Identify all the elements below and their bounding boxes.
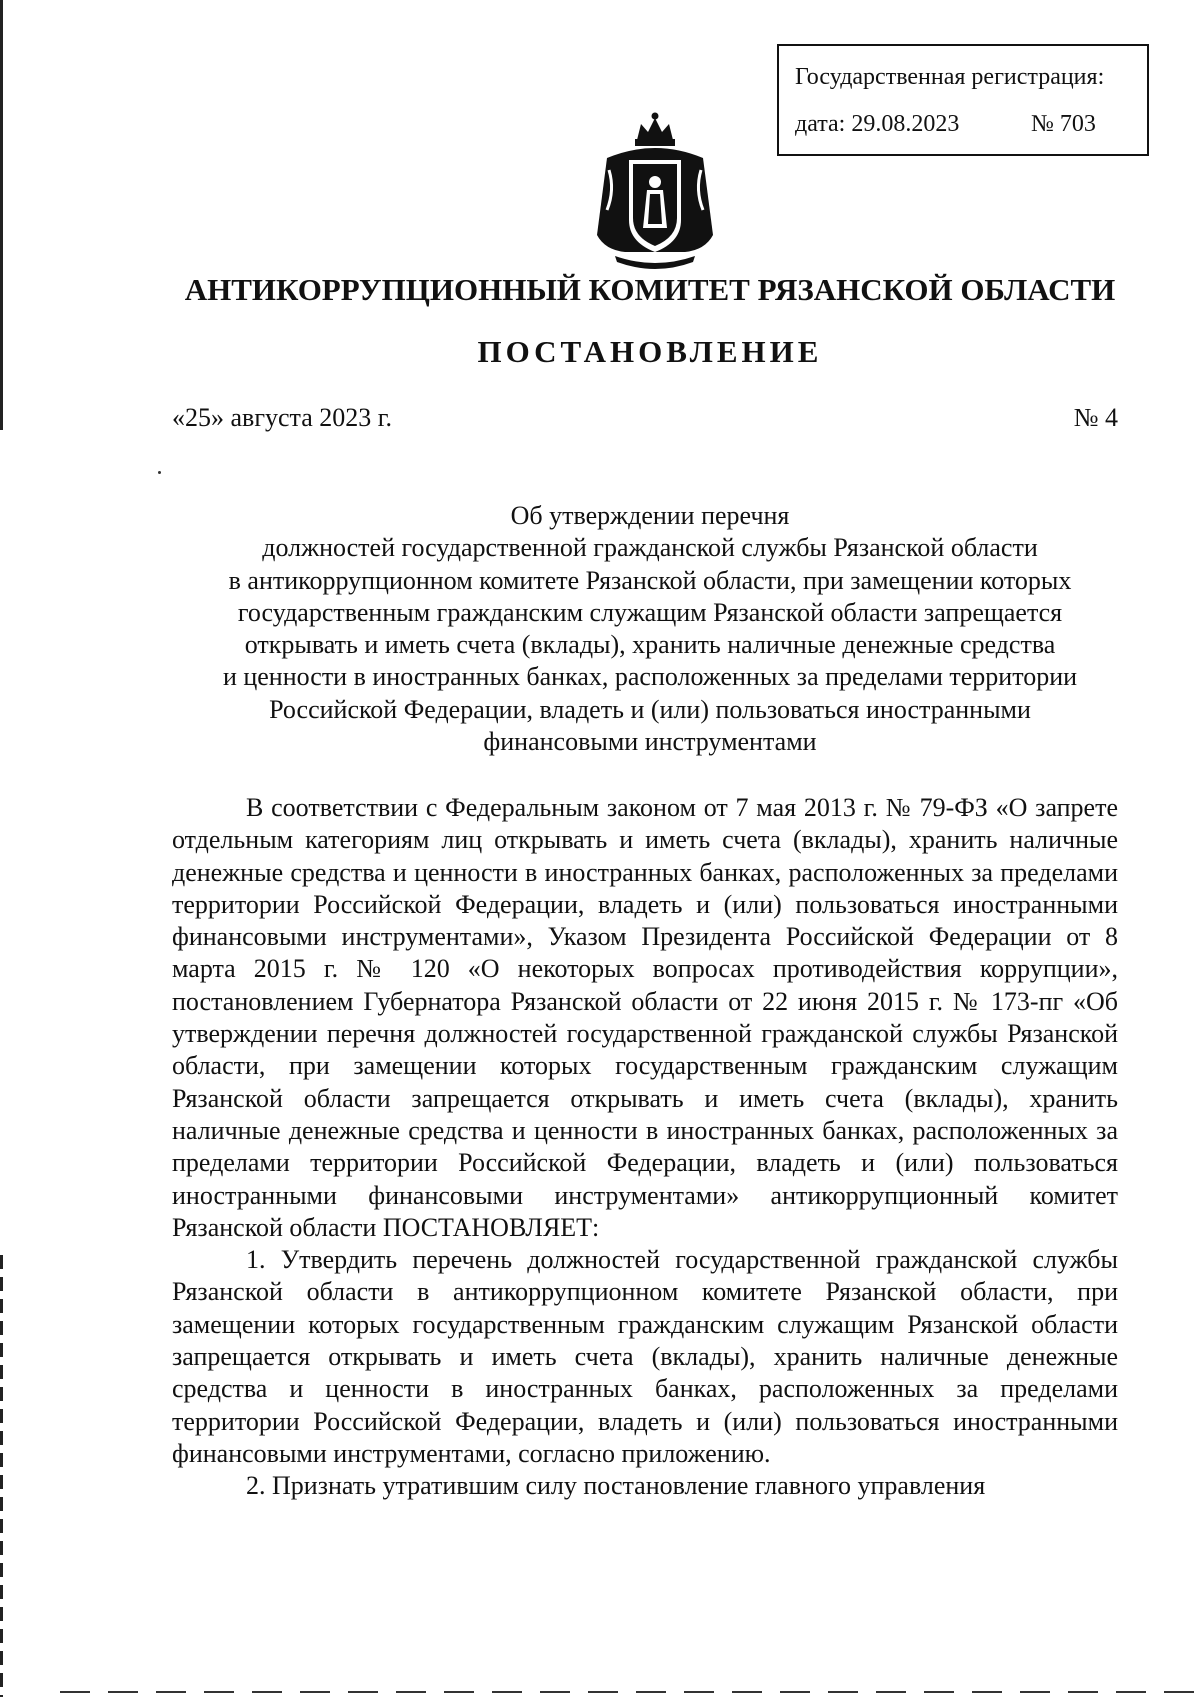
registration-stamp — [777, 44, 1149, 156]
subject-line: в антикоррупционном комитете Рязанской области, при замещении которых — [228, 565, 1072, 595]
document-subject — [172, 500, 1128, 758]
organization-title: АНТИКОРРУПЦИОННЫЙ КОМИТЕТ РЯЗАНСКОЙ ОБЛАСТИ — [184, 272, 1116, 307]
document-type: ПОСТАНОВЛЕНИЕ — [477, 334, 823, 369]
subject-line: государственным гражданским служащим Рязанской области запрещается — [237, 597, 1063, 627]
ryazan-coat-of-arms-icon — [585, 110, 725, 270]
scan-edge-left-lower — [0, 1255, 3, 1697]
registration-title: Государственная регистрация: — [795, 64, 1105, 90]
preamble-paragraph: В соответствии с Федеральным законом от 7 мая 2013 г. № 79-ФЗ «О запрете отдельным категориям лиц открывать и иметь счета (вклады), хранить наличные денежные средства и ценности в иностранных банках, расположенных за пределами территории Российской Федерации, владеть и (или) пользоваться иностранными финансовыми инструментами», Указом Президента Российской Федерации от 8 марта 2015 г. № 120 «О некоторых вопросах противодействия коррупции», постановлением Губернатора Рязанской области от 22 июня 2015 г. № 173-пг «Об утверждении перечня должностей государственной гражданской службы Рязанской области, при замещении которых государственным гражданским служащим Рязанской области запрещается открывать и иметь счета (вклады), хранить наличные денежные средства и ценности в иностранных банках, расположенных за пределами территории Российской Федерации, владеть и (или) пользоваться иностранными финансовыми инструментами» антикоррупционный комитет Рязанской области ПОСТАНОВЛЯЕТ: — [172, 793, 1118, 1242]
subject-line: открывать и иметь счета (вклады), хранить наличные денежные средства — [244, 630, 1056, 660]
resolution-item-1: 1. Утвердить перечень должностей государственной гражданской службы Рязанской области в антикоррупционном комитете Рязанской области, при замещении которых государственным гражданским служащим Рязанской области запрещается открывать и иметь счета (вклады), хранить наличные денежные средства и ценности в иностранных банках, расположенных за пределами территории Российской Федерации, владеть и (или) пользоваться иностранными финансовыми инструментами, согласно приложению. — [172, 1245, 1118, 1468]
subject-line: Об утверждении перечня — [510, 501, 790, 530]
scan-speck — [158, 471, 161, 474]
subject-line: и ценности в иностранных банках, расположенных за пределами территории — [222, 662, 1078, 692]
document-number: № 4 — [1073, 403, 1118, 432]
document-date: «25» августа 2023 г. — [172, 403, 392, 432]
scan-edge-left — [0, 0, 3, 430]
resolution-item-2: 2. Признать утратившим силу постановление главного управления — [246, 1471, 986, 1501]
registration-date: дата: 29.08.2023 — [795, 111, 960, 137]
scan-edge-bottom — [60, 1691, 1200, 1693]
document-body — [172, 792, 1118, 1503]
registration-number: № 703 — [1031, 111, 1096, 137]
subject-line: Российской Федерации, владеть и (или) пользоваться иностранными — [269, 694, 1031, 724]
subject-line: должностей государственной гражданской службы Рязанской области — [262, 533, 1038, 563]
subject-line: финансовыми инструментами — [483, 727, 817, 757]
